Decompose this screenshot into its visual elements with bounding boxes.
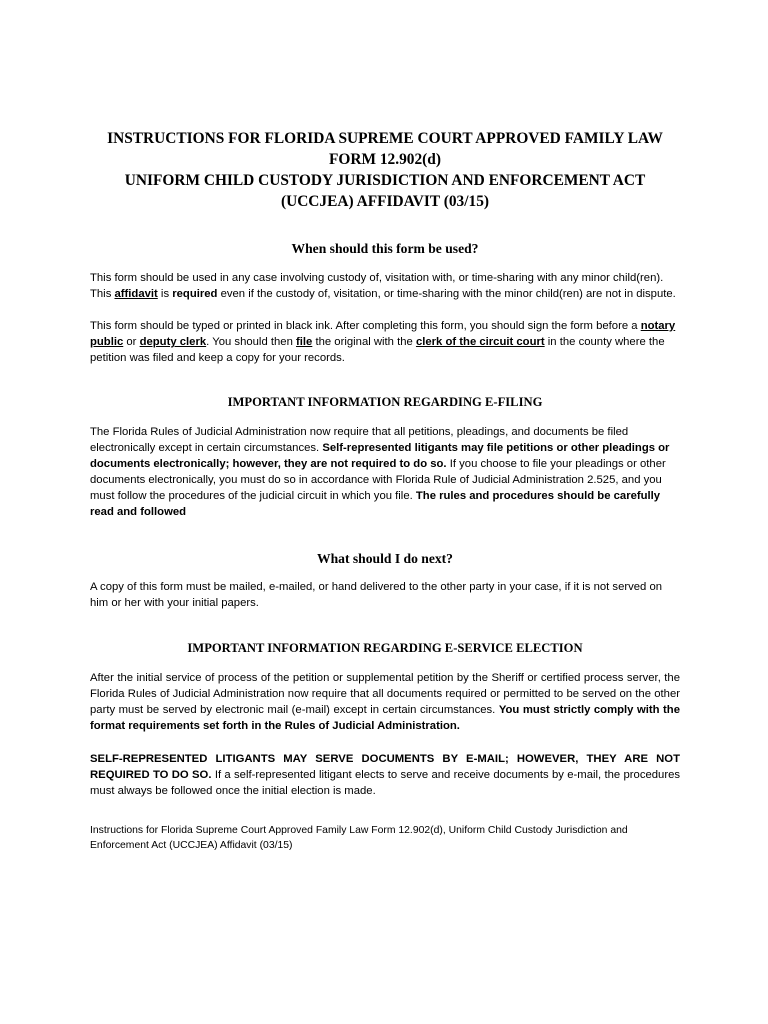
- text-run: even if the custody of, visitation, or time-sharing with the minor child(ren) are not in dispute.: [217, 288, 676, 300]
- clerk-term: clerk of the circuit court: [415, 336, 545, 348]
- text-run: After the initial service of process of the petition or supplemental petition by the Sheriff or certified process server, the Florida Rules of Judicial Administration now require that all documents required or permitted to be served on the other party must be served by electronic mail (e-mail) except in certain circumstances.: [90, 672, 680, 716]
- title-line-2: FORM 12.902(d): [329, 151, 441, 168]
- heading-what-next: What should I do next?: [317, 551, 453, 566]
- paragraph-eservice-1: [90, 670, 680, 734]
- heading-efiling: IMPORTANT INFORMATION REGARDING E-FILING: [227, 395, 543, 409]
- paragraph-eservice-2: [90, 751, 680, 799]
- paragraph-signing: [90, 318, 680, 366]
- title-line-4: (UCCJEA) AFFIDAVIT (03/15): [280, 193, 490, 210]
- title-line-1: INSTRUCTIONS FOR FLORIDA SUPREME COURT APPROVED FAMILY LAW: [107, 130, 663, 147]
- text-run: The Florida Rules of Judicial Administration now require that all petitions, pleadings, and documents be filed electronically except in certain circumstances.: [90, 426, 629, 454]
- deputy-clerk-term: deputy clerk: [139, 336, 207, 348]
- required-term: required: [172, 288, 218, 300]
- affidavit-term: affidavit: [114, 288, 158, 300]
- eservice-bold-2: SELF-REPRESENTED LITIGANTS MAY SERVE DOCUMENTS BY E-MAIL; HOWEVER, THEY ARE NOT REQUIRED TO DO SO.: [90, 753, 680, 781]
- notary-public-term: notary public: [90, 320, 676, 348]
- title-line-3: UNIFORM CHILD CUSTODY JURISDICTION AND ENFORCEMENT ACT: [124, 172, 646, 189]
- text-run: If a self-represented litigant elects to serve and receive documents by e-mail, the procedures must always be followed once the initial election is made.: [90, 769, 681, 797]
- efiling-bold-1: Self-represented litigants may file petitions or other pleadings or documents electronically; however, they are not required to do so.: [90, 442, 670, 470]
- heading-eservice: IMPORTANT INFORMATION REGARDING E-SERVICE ELECTION: [187, 641, 583, 655]
- paragraph-efiling: [90, 424, 680, 520]
- text-run: in the county where the petition was filed and keep a copy for your records.: [90, 336, 665, 364]
- heading-when-used: When should this form be used?: [291, 241, 479, 256]
- text-run: or: [123, 336, 140, 348]
- footer: Instructions for Florida Supreme Court Approved Family Law Form 12.902(d), Uniform Child Custody Jurisdiction and Enforcement Act (UCCJEA) Affidavit (03/15): [90, 825, 628, 851]
- eservice-bold-1: You must strictly comply with the format requirements set forth in the Rules of Judicial Administration.: [90, 704, 680, 732]
- efiling-bold-2: The rules and procedures should be carefully read and followed: [90, 490, 661, 518]
- paragraph-when-used: [90, 270, 680, 302]
- text-run: If you choose to file your pleadings or other documents electronically, you must do so in accordance with Florida Rule of Judicial Administration 2.525, and you must follow the procedures of the judicial circuit in which you file.: [90, 458, 666, 502]
- text-run: This form should be used in any case involving custody of, visitation with, or time-sharing with any minor child(ren). This: [90, 272, 664, 300]
- text-run: is: [157, 288, 173, 300]
- text-run: the original with the: [312, 336, 416, 348]
- document-page: [90, 128, 680, 853]
- document-title: [84, 128, 686, 212]
- paragraph-what-next: A copy of this form must be mailed, e-mailed, or hand delivered to the other party in your case, if it is not served on him or her with your initial papers.: [90, 581, 663, 609]
- file-term: file: [296, 336, 313, 348]
- text-run: This form should be typed or printed in black ink. After completing this form, you should sign the form before a: [90, 320, 641, 332]
- text-run: . You should then: [206, 336, 296, 348]
